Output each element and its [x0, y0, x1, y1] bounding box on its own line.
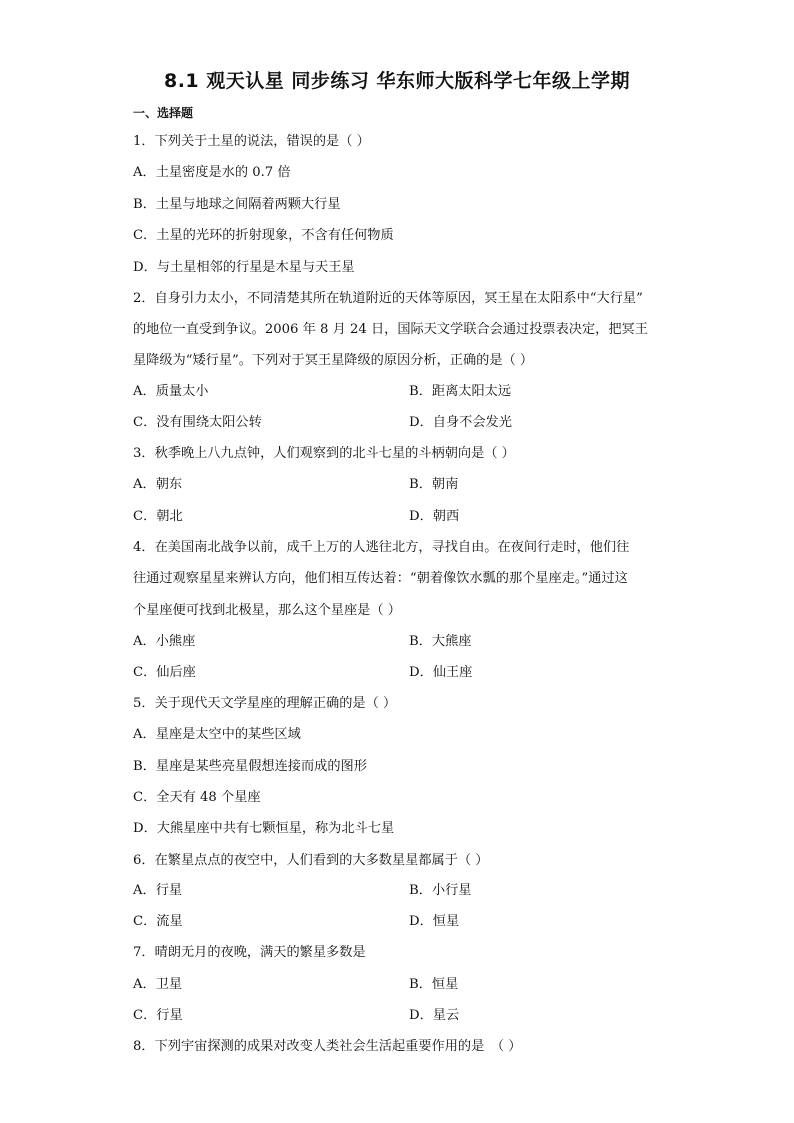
- question-4-option-a: A．小熊座: [133, 634, 196, 649]
- question-1-option-a: A．土星密度是水的 0.7 倍: [133, 165, 291, 180]
- question-4-stem-line-1: 4．在美国南北战争以前，成千上万的人逃往北方，寻找自由。在夜间行走时，他们往: [133, 540, 630, 555]
- question-2-option-c: C．没有围绕太阳公转: [133, 415, 262, 430]
- question-5-option-a: A．星座是太空中的某些区域: [133, 727, 301, 742]
- question-3-option-b: B．朝南: [409, 477, 459, 492]
- question-6-stem: 6．在繁星点点的夜空中，人们看到的大多数星星都属于（ ）: [133, 853, 489, 868]
- question-5-option-b: B．星座是某些亮星假想连接而成的图形: [133, 759, 367, 774]
- question-3-option-c: C．朝北: [133, 509, 183, 524]
- question-2-stem-line-2: 的地位一直受到争议。2006 年 8 月 24 日，国际天文学联合会通过投票表决定，把冥王: [133, 322, 648, 337]
- question-4-option-b: B．大熊座: [409, 634, 472, 649]
- question-1-stem: 1．下列关于土星的说法，错误的是（ ）: [133, 134, 370, 149]
- question-3-stem: 3．秋季晚上八九点钟，人们观察到的北斗七星的斗柄朝向是（ ）: [133, 446, 515, 461]
- question-2-option-a: A．质量太小: [133, 384, 209, 399]
- question-1-option-c: C．土星的光环的折射现象，不含有任何物质: [133, 228, 394, 243]
- question-4-option-d: D．仙王座: [409, 665, 473, 680]
- page-title: 8.1 观天认星 同步练习 华东师大版科学七年级上学期: [163, 70, 630, 92]
- section-heading: 一、选择题: [133, 106, 194, 120]
- question-2-stem-line-3: 星降级为“矮行星”。下列对于冥王星降级的原因分析，正确的是（ ）: [133, 353, 534, 368]
- question-2-option-d: D．自身不会发光: [409, 415, 512, 430]
- question-7-stem: 7．晴朗无月的夜晚，满天的繁星多数是: [133, 945, 366, 960]
- question-1-option-b: B．土星与地球之间隔着两颗大行星: [133, 197, 341, 212]
- question-1-option-d: D．与土星相邻的行星是木星与天王星: [133, 260, 355, 275]
- question-4-stem-line-2: 往通过观察星星来辨认方向，他们相互传达着：“朝着像饮水瓢的那个星座走。”通过这: [133, 571, 628, 586]
- question-5-option-c: C．全天有 48 个星座: [133, 790, 261, 805]
- question-6-option-d: D．恒星: [409, 914, 460, 929]
- question-6-option-b: B．小行星: [409, 883, 472, 898]
- question-6-option-c: C．流星: [133, 914, 183, 929]
- question-2-stem-line-1: 2．自身引力太小，不同清楚其所在轨道附近的天体等原因，冥王星在太阳系中“大行星”: [133, 291, 643, 306]
- question-4-option-c: C．仙后座: [133, 665, 196, 680]
- question-5-stem: 5．关于现代天文学星座的理解正确的是（ ）: [133, 696, 397, 711]
- question-7-option-a: A．卫星: [133, 977, 183, 992]
- question-7-option-b: B．恒星: [409, 977, 459, 992]
- question-7-option-c: C．行星: [133, 1008, 183, 1023]
- question-3-option-a: A．朝东: [133, 477, 183, 492]
- question-6-option-a: A．行星: [133, 883, 183, 898]
- question-7-option-d: D．星云: [409, 1008, 460, 1023]
- question-3-option-d: D．朝西: [409, 509, 460, 524]
- question-5-option-d: D．大熊星座中共有七颗恒星，称为北斗七星: [133, 821, 395, 836]
- question-8-stem: 8．下列宇宙探测的成果对改变人类社会生活起重要作用的是 （ ）: [133, 1039, 522, 1054]
- question-4-stem-line-3: 个星座便可找到北极星，那么这个星座是（ ）: [133, 603, 401, 618]
- question-2-option-b: B．距离太阳太远: [409, 384, 512, 399]
